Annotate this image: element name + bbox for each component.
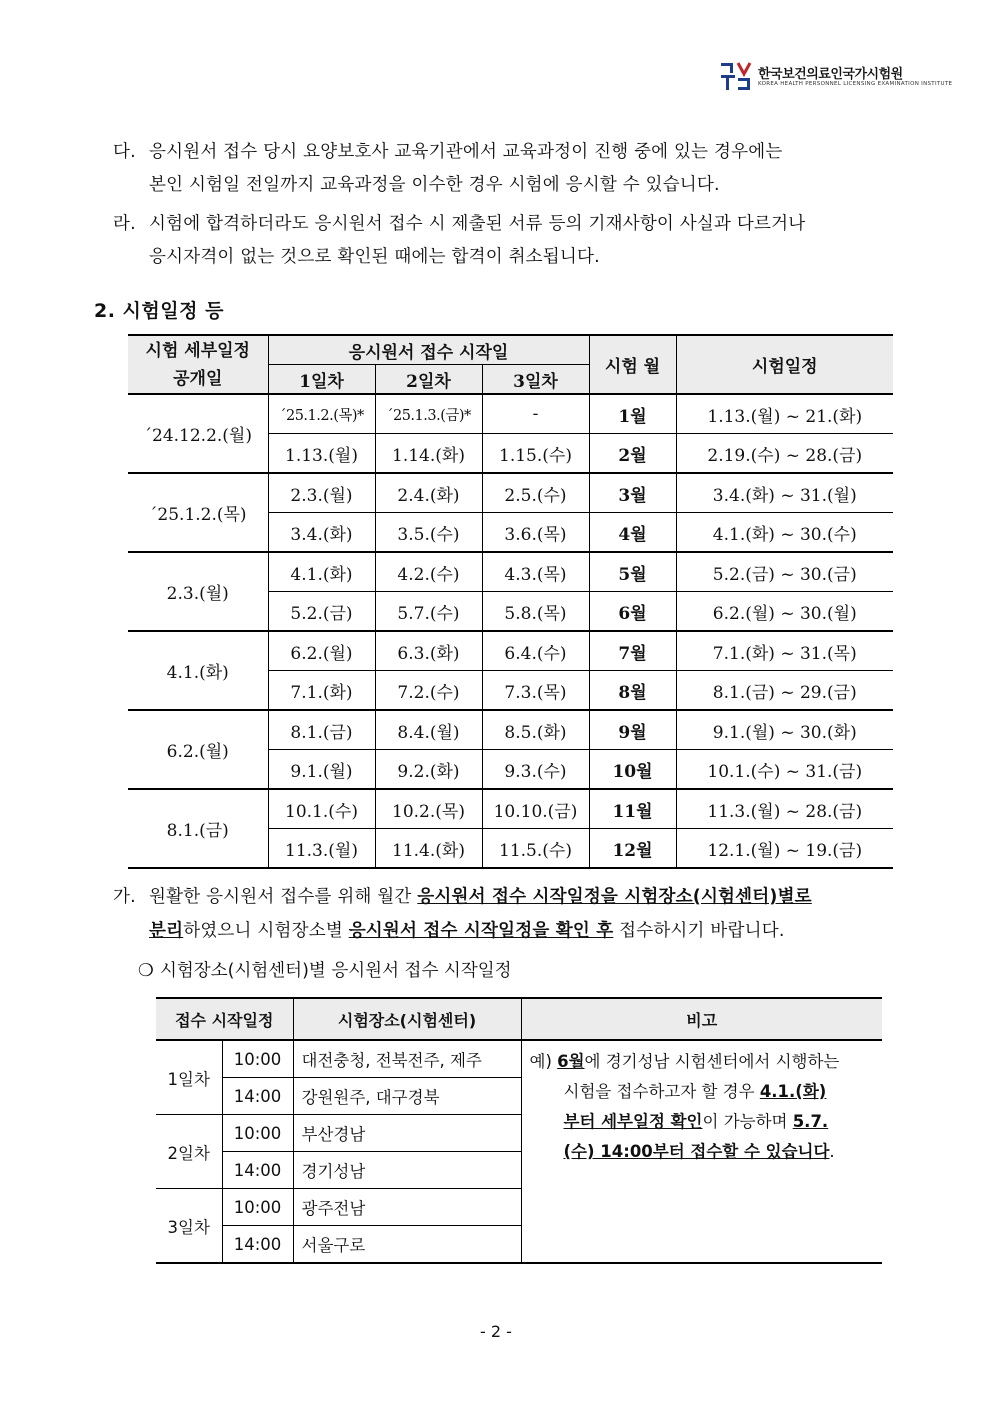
table-row bbox=[128, 710, 893, 750]
header-day3: 3일차 bbox=[482, 365, 589, 395]
paragraph-text: 접수하시기 바랍니다. bbox=[613, 921, 785, 941]
paragraph-line: 응시자격이 없는 것으로 확인된 때에는 합격이 취소됩니다. bbox=[149, 247, 600, 267]
paragraph-line: 응시원서 접수 당시 요양보호사 교육기관에서 교육과정이 진행 중에 있는 경우에는 bbox=[149, 142, 783, 162]
cell-day3: 10.10.(금) bbox=[482, 789, 589, 829]
cell-exam-dates: 5.2.(금) ~ 30.(금) bbox=[676, 552, 893, 592]
header-exam-month: 시험 월 bbox=[589, 335, 676, 394]
header-day1: 1일차 bbox=[268, 365, 375, 395]
cell-exam-dates: 3.4.(화) ~ 31.(월) bbox=[676, 473, 893, 513]
cell-day2: 1.14.(화) bbox=[375, 434, 482, 474]
cell-venue: 서울구로 bbox=[293, 1226, 521, 1264]
cell-exam-dates: 7.1.(화) ~ 31.(목) bbox=[676, 631, 893, 671]
paragraph-da bbox=[113, 136, 903, 202]
table-row bbox=[128, 394, 893, 434]
cell-month: 7월 bbox=[589, 631, 676, 671]
cell-day1: 10.1.(수) bbox=[268, 789, 375, 829]
note-text: 에 경기성남 시험센터에서 시행하는 bbox=[584, 1052, 840, 1071]
cell-day3: 6.4.(수) bbox=[482, 631, 589, 671]
cell-day2: ´25.1.3.(금)* bbox=[375, 394, 482, 434]
note-text: 예) bbox=[529, 1052, 558, 1071]
cell-day1: 5.2.(금) bbox=[268, 592, 375, 632]
cell-day3: 2.5.(수) bbox=[482, 473, 589, 513]
circle-bullet-icon: ❍ bbox=[138, 961, 154, 981]
note-emphasis: 부터 세부일정 확인 bbox=[563, 1112, 703, 1131]
paragraph-label: 가. bbox=[113, 887, 136, 907]
cell-exam-dates: 10.1.(수) ~ 31.(금) bbox=[676, 750, 893, 790]
cell-day1: 8.1.(금) bbox=[268, 710, 375, 750]
note-emphasis: 4.1.(화) bbox=[759, 1082, 827, 1101]
note-text: 시험을 접수하고자 할 경우 bbox=[563, 1082, 760, 1101]
venue-schedule-table bbox=[156, 997, 882, 1264]
paragraph-text: 원활한 응시원서 접수를 위해 월간 bbox=[149, 887, 418, 907]
header-exam-dates: 시험일정 bbox=[676, 335, 893, 394]
cell-day1: 6.2.(월) bbox=[268, 631, 375, 671]
note-emphasis: (수) 14:00부터 접수할 수 있습니다 bbox=[563, 1142, 830, 1161]
paragraph-line: 본인 시험일 전일까지 교육과정을 이수한 경우 시험에 응시할 수 있습니다. bbox=[149, 175, 720, 195]
cell-day2: 4.2.(수) bbox=[375, 552, 482, 592]
table-row bbox=[128, 631, 893, 671]
cell-day1: 1.13.(월) bbox=[268, 434, 375, 474]
cell-month: 9월 bbox=[589, 710, 676, 750]
note-emphasis: 5.7. bbox=[792, 1112, 829, 1131]
header-start-schedule: 접수 시작일정 bbox=[156, 998, 293, 1040]
org-name-english: KOREA HEALTH PERSONNEL LICENSING EXAMINATION INSTITUTE bbox=[758, 81, 953, 87]
cell-day1: 9.1.(월) bbox=[268, 750, 375, 790]
cell-venue: 광주전남 bbox=[293, 1189, 521, 1226]
cell-publish-date: 6.2.(월) bbox=[128, 710, 268, 789]
cell-time: 10:00 bbox=[222, 1115, 293, 1152]
cell-day2: 6.3.(화) bbox=[375, 631, 482, 671]
cell-day1: 2.3.(월) bbox=[268, 473, 375, 513]
cell-day1: 4.1.(화) bbox=[268, 552, 375, 592]
cell-day: 2일차 bbox=[156, 1115, 222, 1189]
cell-exam-dates: 2.19.(수) ~ 28.(금) bbox=[676, 434, 893, 474]
paragraph-ra bbox=[113, 208, 903, 274]
cell-time: 14:00 bbox=[222, 1226, 293, 1264]
header-venue: 시험장소(시험센터) bbox=[293, 998, 521, 1040]
page-number: - 2 - bbox=[480, 1322, 512, 1341]
emphasis-text: 응시원서 접수 시작일정을 시험장소(시험센터)별로 bbox=[417, 887, 812, 907]
emphasis-text: 응시원서 접수 시작일정을 확인 후 bbox=[348, 921, 614, 941]
cell-day2: 10.2.(목) bbox=[375, 789, 482, 829]
note-text: . bbox=[829, 1142, 835, 1161]
cell-month: 2월 bbox=[589, 434, 676, 474]
paragraph-label: 다. bbox=[113, 142, 136, 162]
cell-month: 8월 bbox=[589, 671, 676, 711]
cell-publish-date: 4.1.(화) bbox=[128, 631, 268, 710]
cell-day3: - bbox=[482, 394, 589, 434]
paragraph-text: 하였으니 시험장소별 bbox=[183, 921, 349, 941]
cell-exam-dates: 12.1.(월) ~ 19.(금) bbox=[676, 829, 893, 869]
cell-day2: 3.5.(수) bbox=[375, 513, 482, 553]
cell-month: 4월 bbox=[589, 513, 676, 553]
cell-month: 12월 bbox=[589, 829, 676, 869]
sub-title-text: 시험장소(시험센터)별 응시원서 접수 시작일정 bbox=[160, 961, 512, 981]
cell-day2: 7.2.(수) bbox=[375, 671, 482, 711]
cell-note bbox=[521, 1040, 882, 1263]
cell-day2: 8.4.(월) bbox=[375, 710, 482, 750]
header-day2: 2일차 bbox=[375, 365, 482, 395]
cell-day3: 1.15.(수) bbox=[482, 434, 589, 474]
cell-day1: ´25.1.2.(목)* bbox=[268, 394, 375, 434]
cell-exam-dates: 6.2.(월) ~ 30.(월) bbox=[676, 592, 893, 632]
cell-time: 10:00 bbox=[222, 1040, 293, 1078]
cell-day2: 9.2.(화) bbox=[375, 750, 482, 790]
cell-day3: 11.5.(수) bbox=[482, 829, 589, 869]
header-publish-date bbox=[128, 335, 268, 394]
sub-title bbox=[138, 957, 512, 982]
org-logo bbox=[720, 60, 953, 94]
cell-exam-dates: 11.3.(월) ~ 28.(금) bbox=[676, 789, 893, 829]
cell-day1: 7.1.(화) bbox=[268, 671, 375, 711]
table-row bbox=[128, 789, 893, 829]
table-row bbox=[128, 473, 893, 513]
emphasis-text: 분리 bbox=[149, 921, 184, 941]
cell-day3: 4.3.(목) bbox=[482, 552, 589, 592]
cell-exam-dates: 9.1.(월) ~ 30.(화) bbox=[676, 710, 893, 750]
cell-venue: 경기성남 bbox=[293, 1152, 521, 1189]
cell-time: 14:00 bbox=[222, 1152, 293, 1189]
header-publish-date-line1: 시험 세부일정 bbox=[145, 340, 250, 361]
note-emphasis: 6월 bbox=[557, 1052, 585, 1071]
cell-day3: 3.6.(목) bbox=[482, 513, 589, 553]
org-name-korean: 한국보건의료인국가시험원 bbox=[758, 67, 903, 82]
cell-publish-date: 2.3.(월) bbox=[128, 552, 268, 631]
cell-day3: 5.8.(목) bbox=[482, 592, 589, 632]
cell-month: 6월 bbox=[589, 592, 676, 632]
note-text: 이 가능하며 bbox=[702, 1112, 793, 1131]
cell-publish-date: ´24.12.2.(월) bbox=[128, 394, 268, 473]
header-note: 비고 bbox=[521, 998, 882, 1040]
cell-publish-date: ´25.1.2.(목) bbox=[128, 473, 268, 552]
cell-day1: 11.3.(월) bbox=[268, 829, 375, 869]
cell-day2: 11.4.(화) bbox=[375, 829, 482, 869]
cell-day: 1일차 bbox=[156, 1040, 222, 1115]
cell-day2: 5.7.(수) bbox=[375, 592, 482, 632]
paragraph-line: 시험에 합격하더라도 응시원서 접수 시 제출된 서류 등의 기재사항이 사실과 다르거나 bbox=[149, 214, 806, 234]
cell-day3: 7.3.(목) bbox=[482, 671, 589, 711]
cell-venue: 부산경남 bbox=[293, 1115, 521, 1152]
cell-month: 3월 bbox=[589, 473, 676, 513]
section-title: 2. 시험일정 등 bbox=[94, 300, 224, 322]
cell-venue: 강원원주, 대구경북 bbox=[293, 1078, 521, 1115]
cell-day2: 2.4.(화) bbox=[375, 473, 482, 513]
paragraph-label: 라. bbox=[113, 214, 136, 234]
cell-exam-dates: 1.13.(월) ~ 21.(화) bbox=[676, 394, 893, 434]
cell-day3: 8.5.(화) bbox=[482, 710, 589, 750]
cell-exam-dates: 4.1.(화) ~ 30.(수) bbox=[676, 513, 893, 553]
cell-month: 11월 bbox=[589, 789, 676, 829]
cell-month: 10월 bbox=[589, 750, 676, 790]
cell-day: 3일차 bbox=[156, 1189, 222, 1264]
cell-month: 1월 bbox=[589, 394, 676, 434]
org-emblem-icon bbox=[720, 60, 752, 92]
header-publish-date-line2: 공개일 bbox=[173, 368, 223, 389]
cell-exam-dates: 8.1.(금) ~ 29.(금) bbox=[676, 671, 893, 711]
table-row bbox=[156, 1040, 882, 1078]
cell-publish-date: 8.1.(금) bbox=[128, 789, 268, 868]
cell-time: 14:00 bbox=[222, 1078, 293, 1115]
exam-schedule-table bbox=[128, 334, 893, 869]
cell-time: 10:00 bbox=[222, 1189, 293, 1226]
paragraph-ga bbox=[113, 880, 903, 948]
cell-month: 5월 bbox=[589, 552, 676, 592]
header-application-start: 응시원서 접수 시작일 bbox=[268, 335, 589, 365]
cell-venue: 대전충청, 전북전주, 제주 bbox=[293, 1040, 521, 1078]
cell-day1: 3.4.(화) bbox=[268, 513, 375, 553]
cell-day3: 9.3.(수) bbox=[482, 750, 589, 790]
table-row bbox=[128, 552, 893, 592]
